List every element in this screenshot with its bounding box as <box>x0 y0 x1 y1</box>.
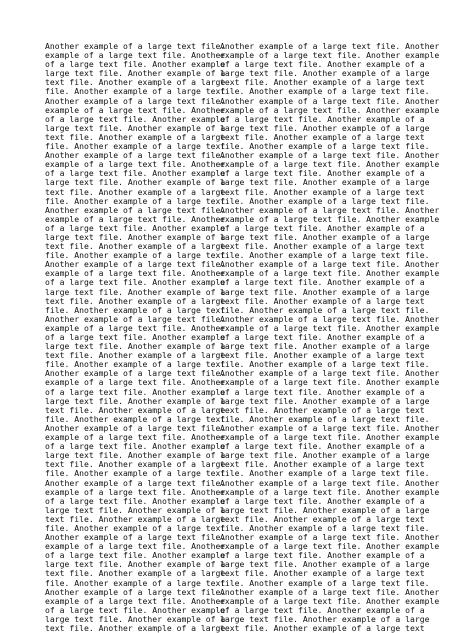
text-column-right: Another example of a large text file. Another example of a large text file. Another example of a large text file. Another example of a large text file. Another example of a large text file. Another example of a large text file. Another example of a large text file. Another example of a large text file. Another example of a large text file. Another example of a large text file. Another example of a large text file. Another example of a large text file. Another example of a large text file. Another example of a large text file. Another example of a large text file. Another example of a large text file. Another example of a large text file. Another example of a large text file. Another example of a large text file. Another example of a large text file. Another example of a large text file. Another example of a large text file. Another example of a large text file. Another example of a large text file. Another example of a large text file. Another example of a large text file. Another example of a large text file. Another example of a large text file. Another example of a large text file. Another example of a large text file. Another example of a large text file. Another example of a large text file. Another example of a large text file. Another example of a large text file. Another example of a large text file. Another example of a large text file. Another example of a large text file. Another example of a large text file. Another example of a large text file. Another example of a large text file. Another example of a large text file. Another example of a large text file. Another example of a large text file. Another example of a large text file. Another example of a large text file. Another example of a large text file. Another example of a large text file. Another example of a large text file. Another example of a large text file. Another example of a large text file. Another example of a large text file. Another example of a large text file. Another example of a large text file. Another example of a large text file. Another example of a large text file. Another example of a large text file. Another example of a large text file. Another example of a large text file. Another example of a large text file. Another example of a large text file. Another example of a large text file. Another example of a large text file. Another example of a large text file. Another example of a large text file. Another example of a large text file. Another example of a large text file. Another example of a large text file. Another example of a large text file. Another example of a large text file. Another example of a large text file. Another example of a large text file. Another example of a large text file. Another example of a large text file. Another example of a large text file. Another example of a large text file. Another example of a large text <box>220 41 440 633</box>
text-column-left: Another example of a large text file. example of a large text file. Another of a large text file. Another example large text file. Another example of a text file. Another example of a large file. Another example of a large text Another example of a large text file. example of a large text file. Another of a large text file. Another example large text file. Another example of a text file. Another example of a large file. Another example of a large text Another example of a large text file. example of a large text file. Another of a large text file. Another example large text file. Another example of a text file. Another example of a large file. Another example of a large text Another example of a large text file. example of a large text file. Another of a large text file. Another example large text file. Another example of a text file. Another example of a large file. Another example of a large text Another example of a large text file. example of a large text file. Another of a large text file. Another example large text file. Another example of a text file. Another example of a large file. Another example of a large text Another example of a large text file. example of a large text file. Another of a large text file. Another example large text file. Another example of a text file. Another example of a large file. Another example of a large text Another example of a large text file. example of a large text file. Another of a large text file. Another example large text file. Another example of a text file. Another example of a large file. Another example of a large text Another example of a large text file. example of a large text file. Another of a large text file. Another example large text file. Another example of a text file. Another example of a large file. Another example of a large text Another example of a large text file. example of a large text file. Another of a large text file. Another example large text file. Another example of a text file. Another example of a large file. Another example of a large text Another example of a large text file. example of a large text file. Another of a large text file. Another example large text file. Another example of a text file. Another example of a large file. Another example of a large text Another example of a large text file. example of a large text file. Another of a large text file. Another example large text file. Another example of a text file. Another example of a large <box>45 41 226 633</box>
